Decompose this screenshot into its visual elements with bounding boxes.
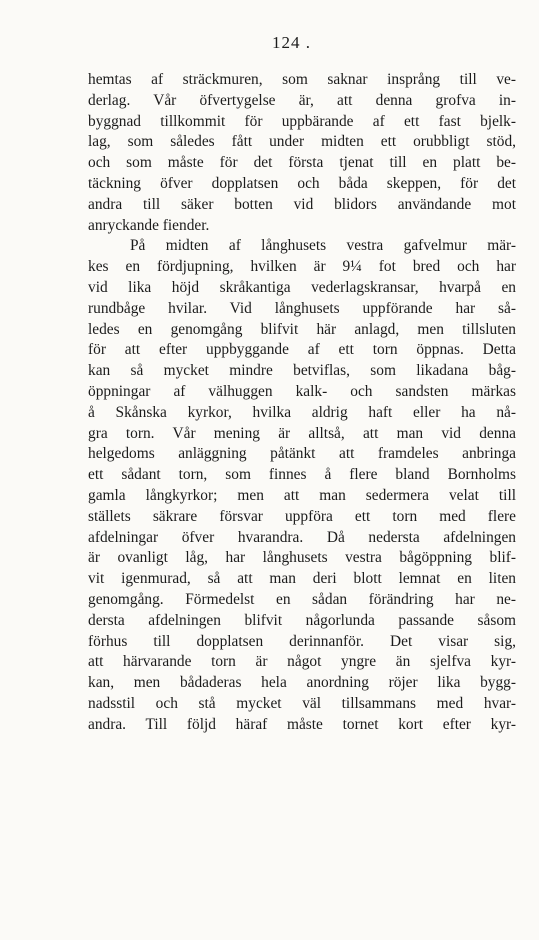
text-line: lag, som således fått under midten ett orubbligt stöd, [88, 133, 516, 151]
text-line: andra. Till följd häraf måste tornet kort efter kyr- [88, 715, 516, 733]
page-number: 124 . [272, 33, 311, 52]
text-line: dersta afdelningen blifvit någorlunda passande såsom [88, 611, 516, 629]
text-line: På midten af långhusets vestra gafvelmur mär- [130, 237, 516, 255]
text-line: öppningar af välhuggen kalk- och sandsten märkas [88, 382, 516, 400]
text-line: gra torn. Vår mening är alltså, att man vid denna [88, 424, 516, 442]
text-line: afdelningar öfver hvarandra. Då nedersta afdelningen [88, 528, 516, 546]
text-line: att härvarande torn är något yngre än sjelfva kyr- [88, 653, 516, 671]
text-line: är ovanligt låg, har långhusets vestra bågöppning blif- [88, 549, 516, 567]
text-line: ställets säkrare försvar uppföra ett torn med flere [88, 507, 516, 525]
text-line: å Skånska kyrkor, hvilka aldrig haft eller ha nå- [88, 403, 516, 421]
text-line: gamla långkyrkor; men att man sedermera velat till [88, 486, 516, 504]
text-line: byggnad tillkommit för uppbärande af ett fast bjelk- [88, 112, 516, 130]
text-line: helgedoms anläggning påtänkt att framdeles anbringa [88, 445, 516, 463]
text-line: för att efter uppbyggande af ett torn öppnas. Detta [88, 341, 516, 359]
text-line: och som måste för det första tjenat till en platt be- [88, 154, 516, 172]
text-line: kan så mycket mindre betviflas, som likadana båg- [88, 362, 516, 380]
text-line: genomgång. Förmedelst en sådan förändring har ne- [88, 590, 516, 608]
text-line: kan, men bådaderas hela anordning röjer lika bygg- [88, 674, 516, 692]
text-line: kes en fördjupning, hvilken är 9¼ fot bred och har [88, 258, 516, 276]
text-line: förhus till dopplatsen derinnanför. Det visar sig, [88, 632, 516, 650]
text-line: ett sådant torn, som finnes å flere bland Bornholms [88, 466, 516, 484]
text-line: anryckande fiender. [88, 216, 210, 234]
text-line: andra till säker botten vid blidors användande mot [88, 195, 516, 213]
body-text [88, 70, 516, 736]
text-line: hemtas af sträckmuren, som saknar insprång till ve- [88, 71, 516, 88]
text-line: derlag. Vår öfvertygelse är, att denna grofva in- [88, 91, 516, 109]
text-line: täckning öfver dopplatsen och båda skeppen, för det [88, 174, 516, 192]
text-line: vid lika höjd skråkantiga vederlagskransar, hvarpå en [88, 278, 516, 296]
text-line: vit igenmurad, så att man deri blott lemnat en liten [88, 570, 516, 588]
text-line: ledes en genomgång blifvit här anlagd, men tillsluten [88, 320, 516, 338]
text-line: rundbåge hvilar. Vid långhusets uppförande har så- [88, 299, 516, 317]
text-line: nadsstil och stå mycket väl tillsammans med hvar- [88, 694, 516, 712]
